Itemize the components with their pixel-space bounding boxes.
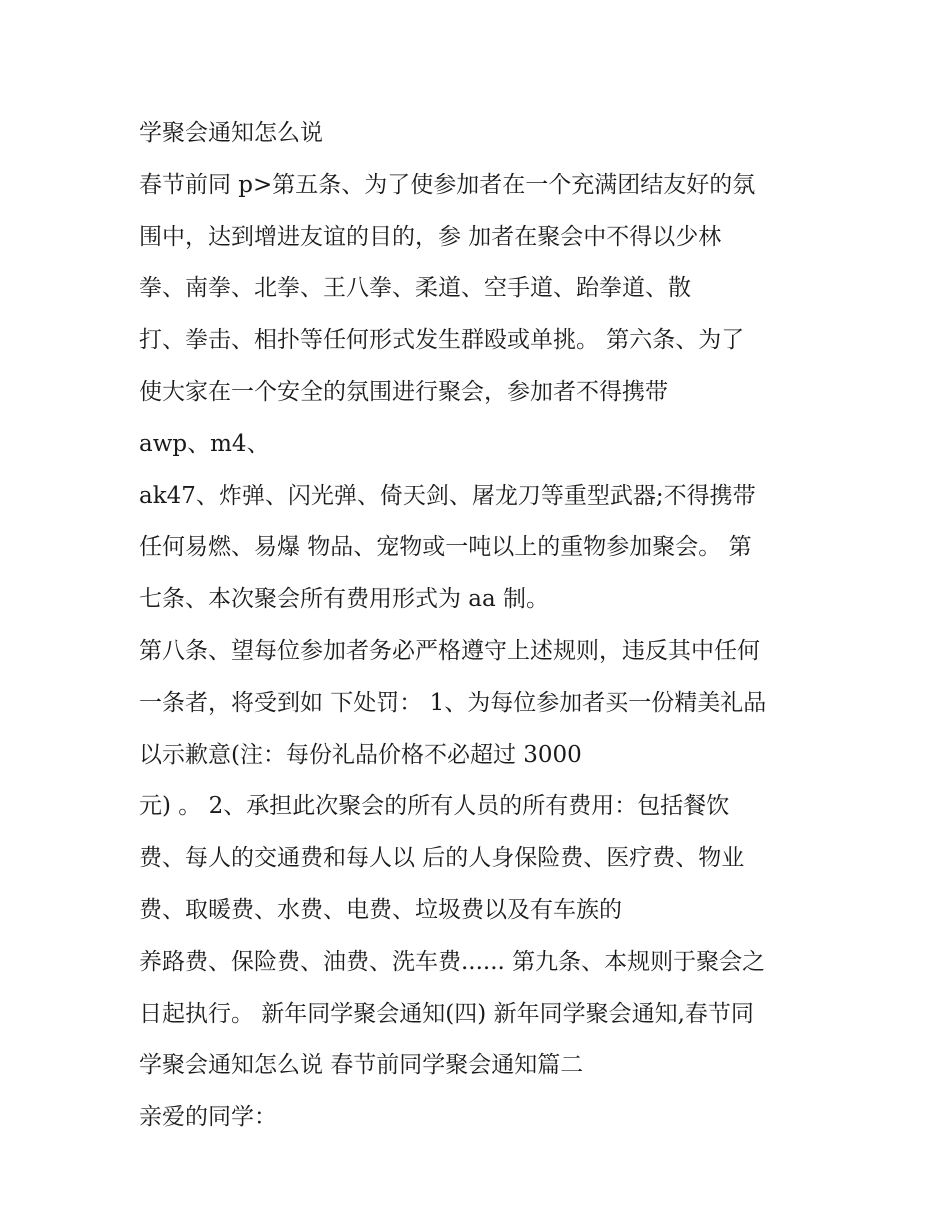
text-line: 围中，达到增进友谊的目的，参 加者在聚会中不得以少林: [139, 223, 722, 250]
text-line: 七条、本次聚会所有费用形式为 aa 制。: [139, 586, 550, 613]
text-line: 学聚会通知怎么说 春节前同学聚会通知篇二: [139, 1052, 584, 1079]
text-line: awp、m4、: [139, 430, 270, 457]
document-body: [139, 108, 829, 1144]
text-line: 一条者，将受到如 下处罚： 1、为每位参加者买一份精美礼品: [139, 689, 767, 716]
text-line: 春节前同 p>第五条、为了使参加者在一个充满团结友好的氛: [139, 171, 756, 198]
text-line: 养路费、保险费、油费、洗车费...... 第九条、本规则于聚会之: [139, 948, 766, 975]
text-line: 任何易燃、易爆 物品、宠物或一吨以上的重物参加聚会。 第: [139, 534, 752, 561]
text-line: 以示歉意(注：每份礼品价格不必超过 3000: [139, 741, 582, 768]
text-line: 使大家在一个安全的氛围进行聚会，参加者不得携带: [139, 378, 668, 405]
text-line: 打、拳击、相扑等任何形式发生群殴或单挑。 第六条、为了: [139, 327, 745, 354]
text-line: 第八条、望每位参加者务必严格遵守上述规则，违反其中任何: [139, 637, 760, 664]
text-line: 日起执行。 新年同学聚会通知(四) 新年同学聚会通知,春节同: [139, 1000, 754, 1027]
text-line: 元) 。 2、承担此次聚会的所有人员的所有费用：包括餐饮: [139, 793, 730, 820]
text-line: 费、每人的交通费和每人以 后的人身保险费、医疗费、物业: [139, 845, 745, 872]
text-line: 亲爱的同学：: [139, 1104, 277, 1131]
text-line: 费、取暖费、水费、电费、垃圾费以及有车族的: [139, 896, 622, 923]
text-line: 拳、南拳、北拳、王八拳、柔道、空手道、跆拳道、散: [139, 275, 691, 302]
text-line: 学聚会通知怎么说: [139, 120, 323, 146]
text-line: ak47、炸弹、闪光弹、倚天剑、屠龙刀等重型武器;不得携带: [139, 482, 756, 509]
